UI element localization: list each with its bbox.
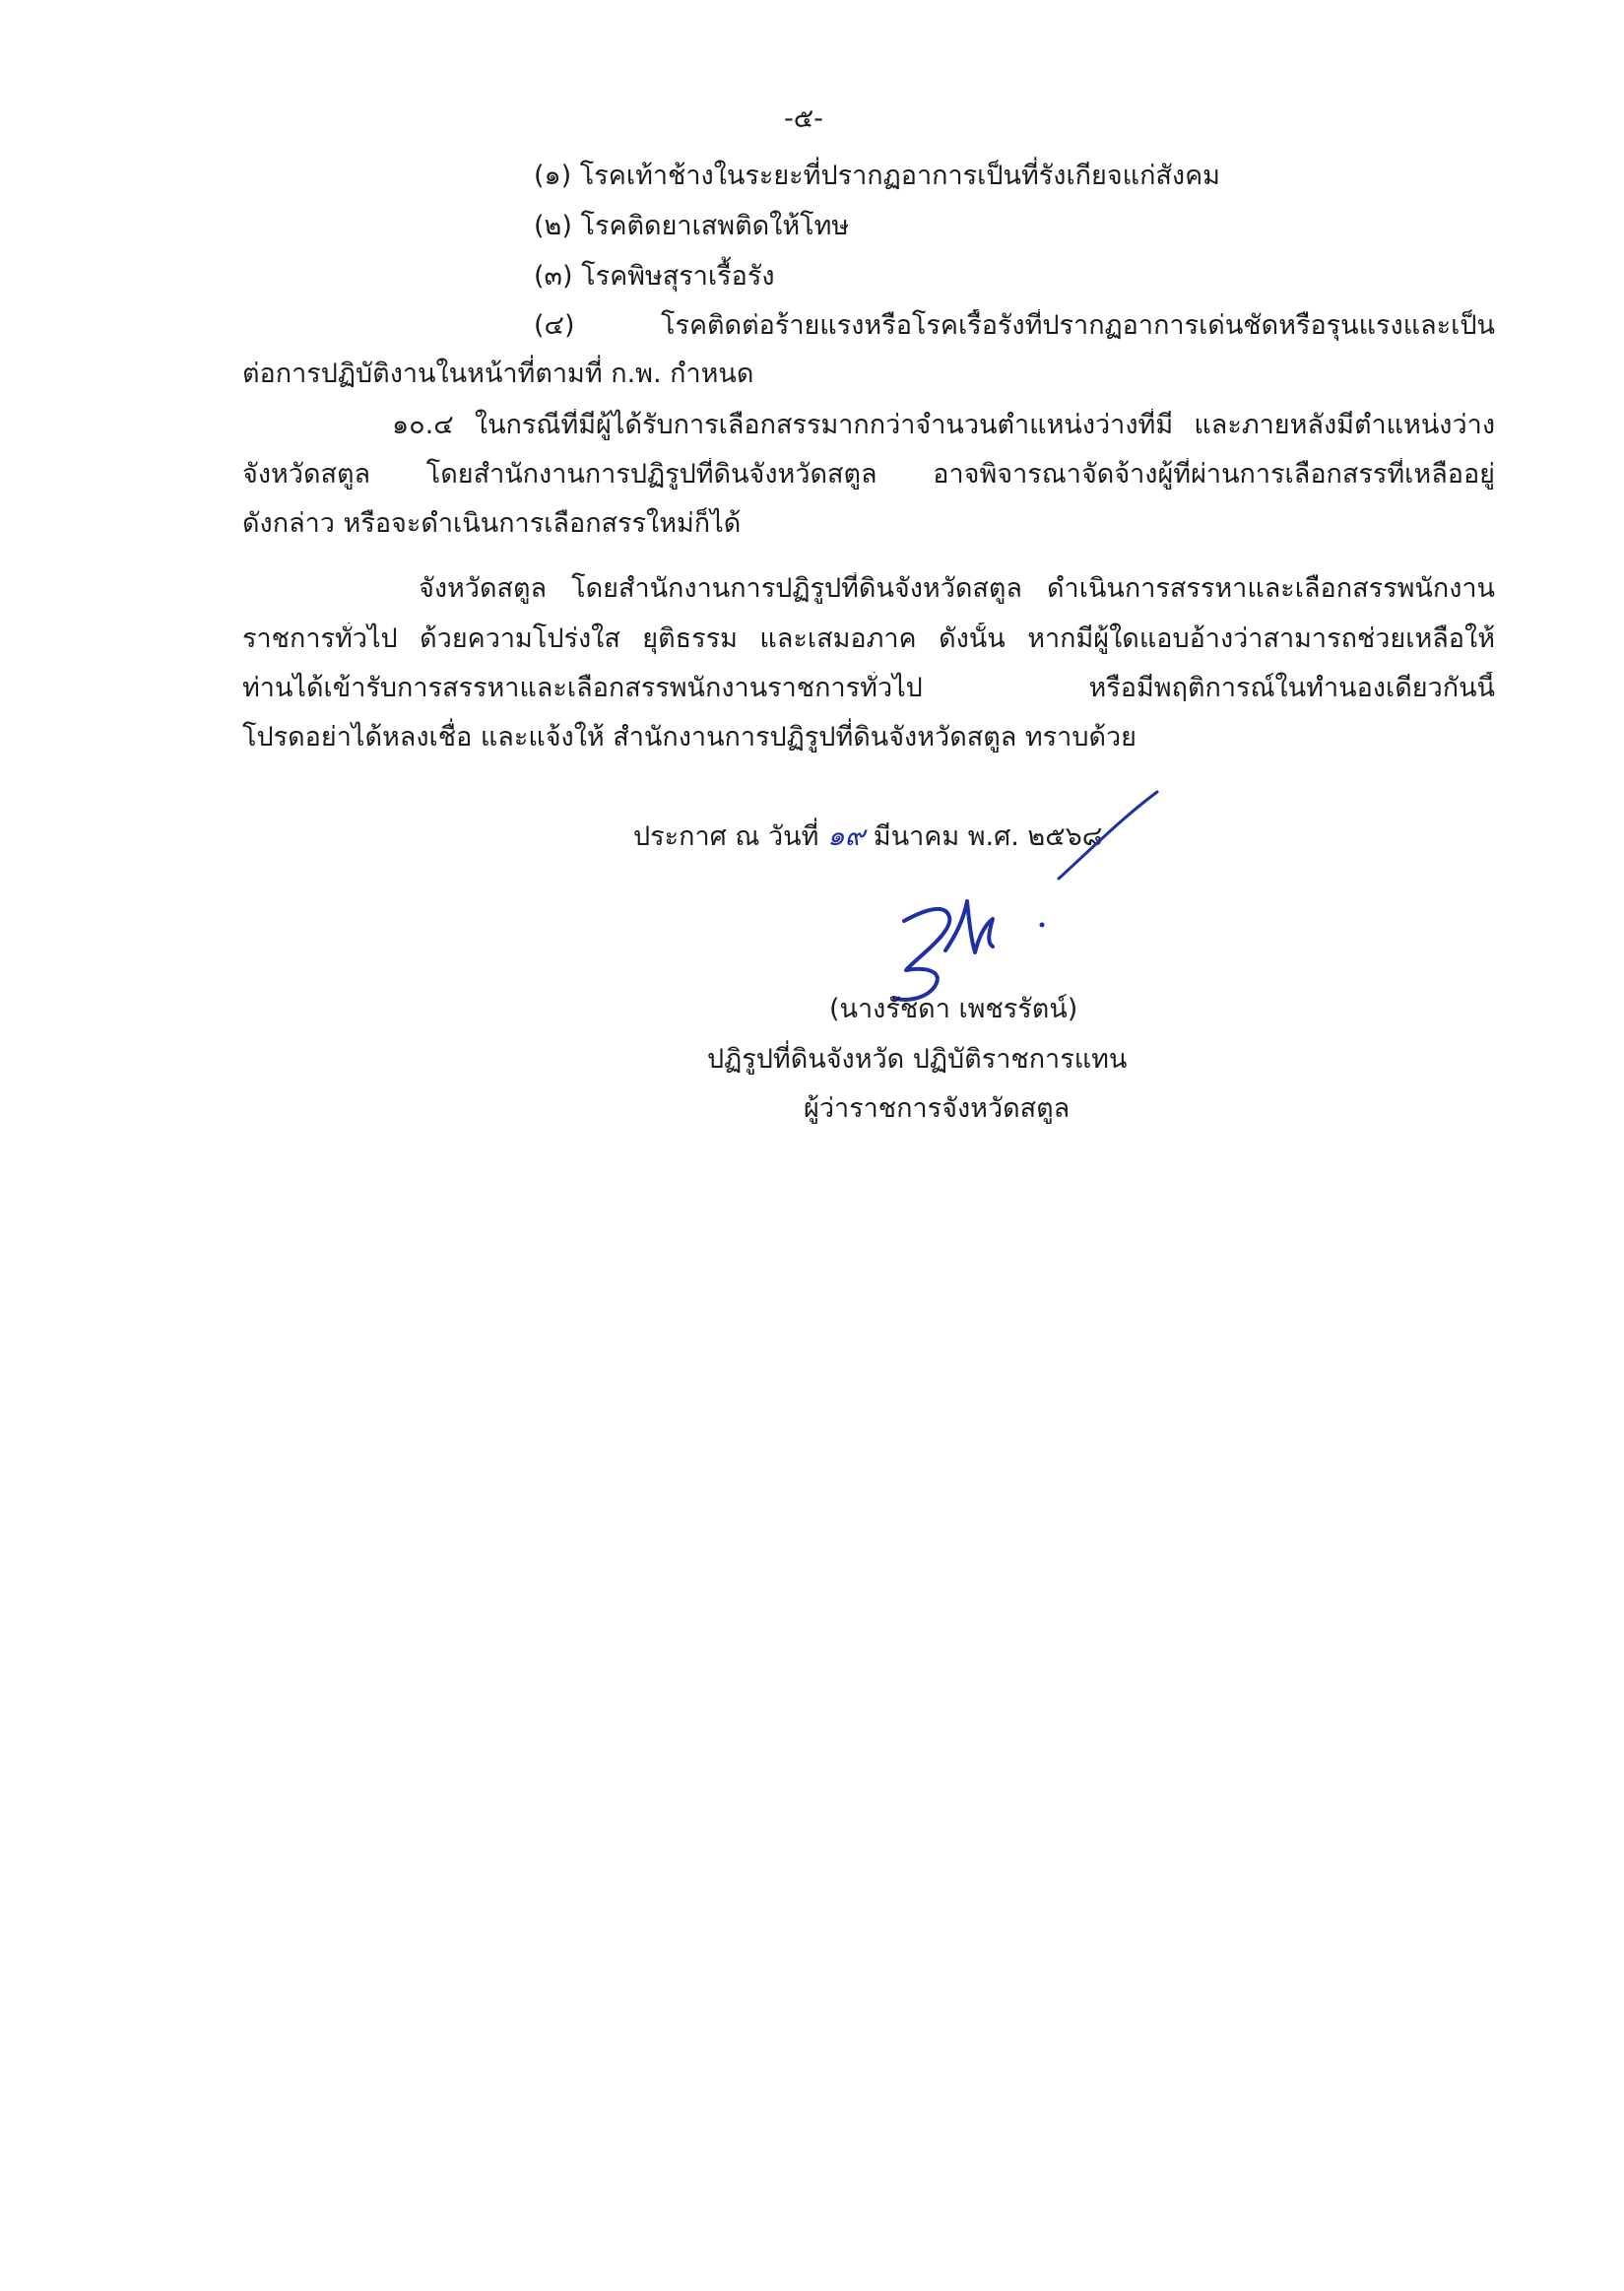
notice-line-4: โปรดอย่าได้หลงเชื่อ และแจ้งให้ สำนักงานการปฏิรูปที่ดินจังหวัดสตูล ทราบด้วย	[242, 722, 1137, 753]
list-item-4-continuation: ต่อการปฏิบัติงานในหน้าที่ตามที่ ก.พ. กำหนด	[242, 359, 754, 389]
list-item-3: (๓) โรคพิษสุราเรื้อรัง	[534, 261, 775, 292]
clause-10-4-line-1: ๑๐.๔ ในกรณีที่มีผู้ได้รับการเลือกสรรมากกว่าจำนวนตำแหน่งว่างที่มี และภายหลังมีตำแหน่งว่าง	[392, 410, 1495, 440]
list-item-2: (๒) โรคติดยาเสพติดให้โทษ	[534, 211, 850, 241]
signatory-name: (นางรัชดา เพชรรัตน์)	[829, 994, 1078, 1024]
signatory-title: ผู้ว่าราชการจังหวัดสตูล	[804, 1093, 1071, 1124]
handwritten-day: ๑๙	[827, 819, 866, 852]
notice-line-1: จังหวัดสตูล โดยสำนักงานการปฏิรูปที่ดินจังหวัดสตูล ดำเนินการสรรหาและเลือกสรรพนักงาน	[419, 573, 1495, 604]
notice-line-2: ราชการทั่วไป ด้วยความโปร่งใส ยุติธรรม และเสมอภาค ดังนั้น หากมีผู้ใดแอบอ้างว่าสามารถช่วยเหลือให้	[242, 623, 1495, 654]
list-item-1: (๑) โรคเท้าช้างในระยะที่ปรากฏอาการเป็นที่รังเกียจแก่สังคม	[534, 161, 1220, 191]
signatory-position: ปฏิรูปที่ดินจังหวัด ปฏิบัติราชการแทน	[707, 1044, 1128, 1075]
page-number: -๕-	[784, 103, 823, 134]
clause-10-4-line-3: ดังกล่าว หรือจะดำเนินการเลือกสรรใหม่ก็ได้	[242, 508, 742, 539]
announcement-prefix: ประกาศ ณ วันที่	[633, 821, 819, 852]
announcement-date	[633, 819, 1103, 854]
pen-stroke-icon	[1054, 788, 1162, 886]
clause-10-4-line-2: จังหวัดสตูล โดยสำนักงานการปฏิรูปที่ดินจังหวัดสตูล อาจพิจารณาจัดจ้างผู้ที่ผ่านการเลือกสรรที่เหลืออยู่	[242, 459, 1495, 490]
announcement-month-year: มีนาคม พ.ศ. ๒๕๖๘	[873, 821, 1103, 852]
notice-line-3: ท่านได้เข้ารับการสรรหาและเลือกสรรพนักงานราชการทั่วไป หรือมีพฤติการณ์ในทำนองเดียวกันนี้	[242, 673, 1495, 703]
list-item-4: (๔) โรคติดต่อร้ายแรงหรือโรคเรื้อรังที่ปรากฏอาการเด่นชัดหรือรุนแรงและเป็น	[534, 310, 1495, 341]
